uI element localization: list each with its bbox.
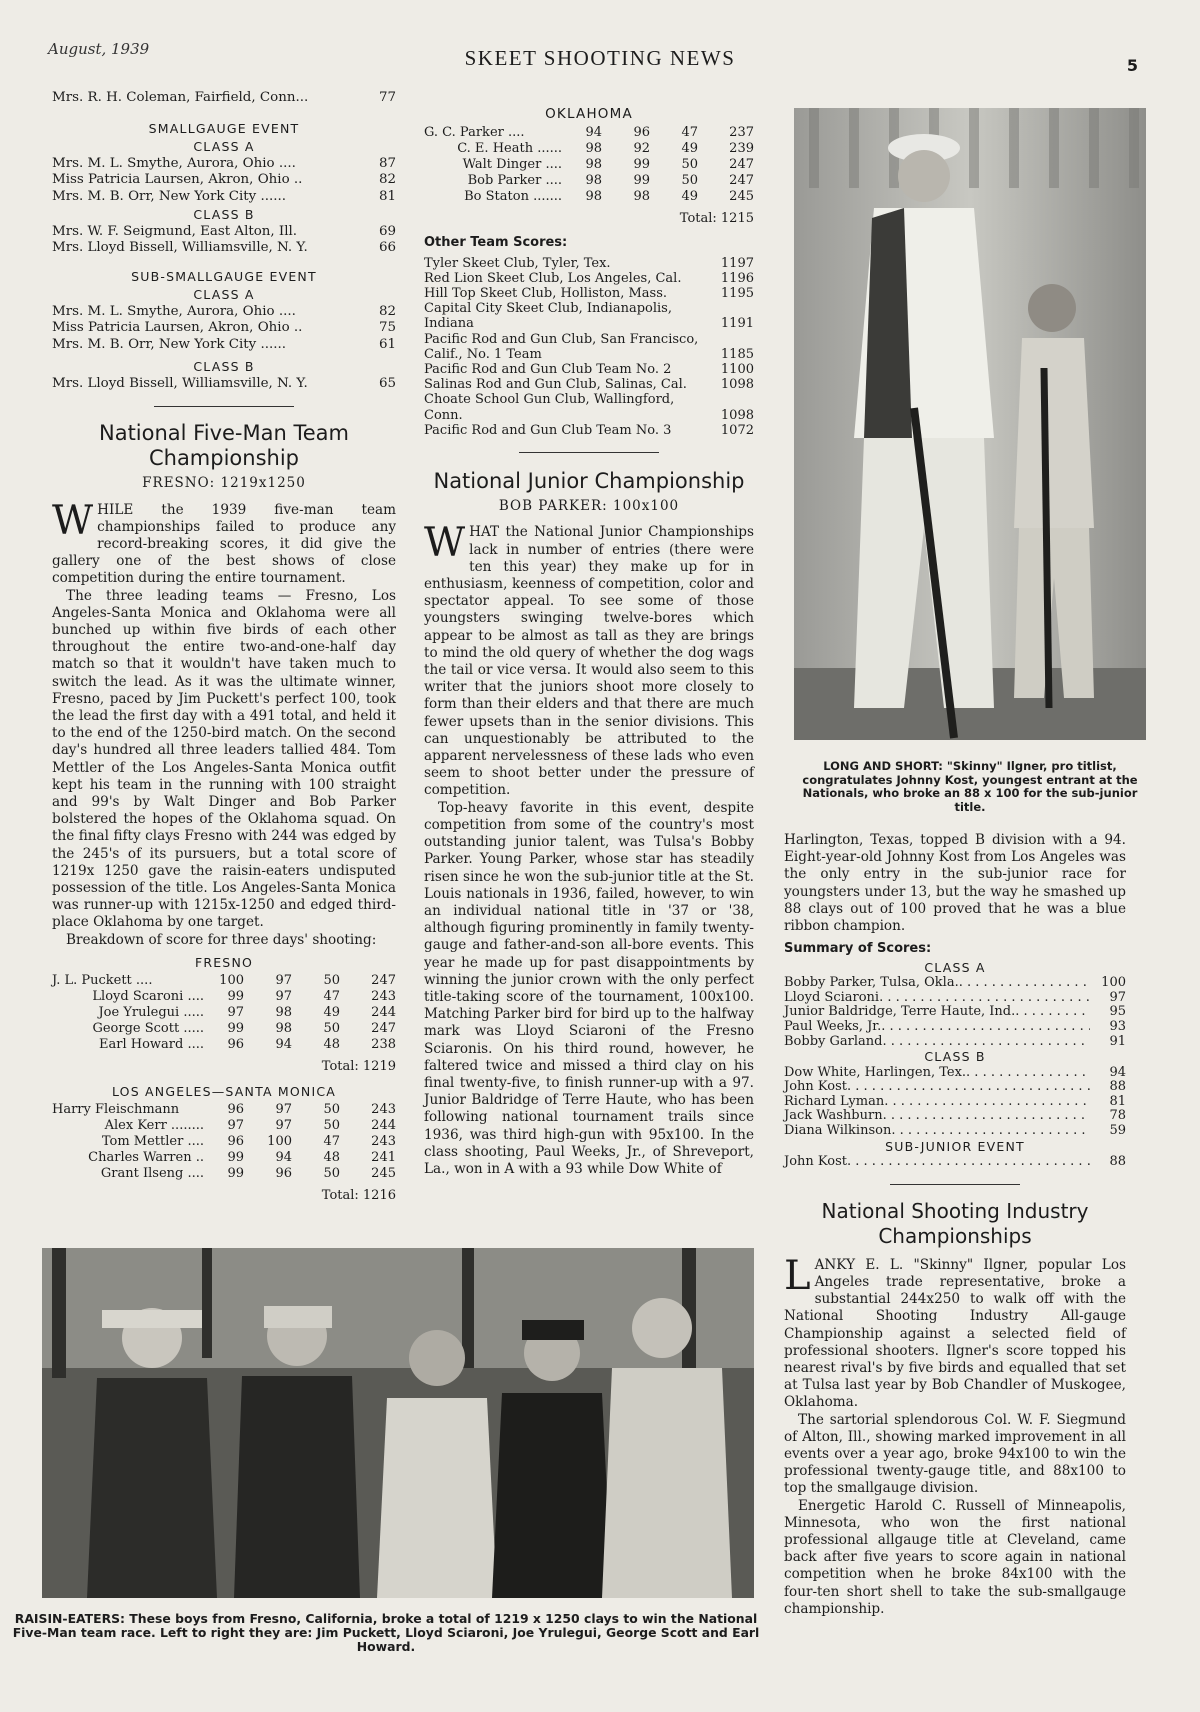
article-paragraph: The three leading teams — Fresno, Los Angeles-Santa Monica and Oklahoma were all bunched up within five birds of each other throughout the entire two-and-one-half day match so that it wouldn't have taken much to switch the lead. As it was the ultimate winner, Fresno, paced by Jim Puckett's perfect 100, took the lead the first day with a 491 total, and held it to the end of the 1250-bird match. On the second day's hundred all three leaders tallied 484. Tom Mettler of the Los Angeles-Santa Monica outfit kept his team in the running with 100 straight and 99's by Walt Dinger and Bob Parker bolstered the hopes of the Oklahoma squad. On the final fifty clays Fresno with 244 was edged by the 245's of its pursuers, but a total score of 1219x 1250 gave the raisin-eaters undisputed possession of the title. Los Angeles-Santa Monica was runner-up with 1215x-1250 and edged third-place Oklahoma by one target. (52, 587, 396, 931)
list-item: Capital City Skeet Club, Indianapolis, Indiana 1191 (424, 301, 754, 332)
score-line: Mrs. R. H. Coleman, Fairfield, Conn... 77 (52, 90, 396, 105)
score-line: Mrs. W. F. Seigmund, East Alton, Ill. 69 (52, 223, 396, 239)
article-paragraph: The sartorial splendorous Col. W. F. Siegmund of Alton, Ill., showing marked improvement in all events over a year ago, broke 94x100 to win the professional twenty-gauge title, and 88x100 to top the smallgauge division. (784, 1411, 1126, 1497)
summary-title: Summary of Scores: (784, 941, 932, 957)
divider (890, 1184, 1020, 1185)
article-paragraph: Top-heavy favorite in this event, despite competition from some of the country's most outstanding junior talent, was Tulsa's Bobby Parker. Young Parker, whose star has steadily risen since he won the sub-junior title at the St. Louis nationals in 1936, failed, however, to win an individual national title in '37 or '38, although figuring prominently in family twenty-gauge and father-and-son all-bore events. This year he made up for past disappointments by winning the junior crown with the only perfect title-taking score of the tournament, 100x100. Matching Parker bird for bird up to the halfway mark was Lloyd Sciaroni of the Fresno Sciaronis. On his third round, however, he faltered twice and missed a third clay on his final twenty-five, to finish runner-up with a 97. Junior Baldridge of Terre Haute, who has been following national tournament trails since 1936, was third high-gun with 95x100. In the class shooting, Paul Weeks, Jr., of Shreveport, La., won in A with a 93 while Dow White of (424, 799, 754, 1177)
list-item: Hill Top Skeet Club, Holliston, Mass. 1195 (424, 285, 754, 301)
list-item: Paul Weeks, Jr. . . . 93 (784, 1020, 1126, 1035)
list-item: John Kost . . . 88 (784, 1155, 1126, 1170)
class-b-list (784, 1066, 1126, 1139)
fiveman-heading: National Five-Man Team Championship (99, 421, 349, 470)
column-3 (784, 832, 1126, 1618)
class-a-label: CLASS A (924, 959, 986, 975)
list-item: Pacific Rod and Gun Club Team No. 2 1100 (424, 361, 754, 377)
junior-heading: National Junior Championship (433, 468, 745, 493)
article-paragraph: WHAT the National Junior Championships lack in number of entries (there were ten this year) they make up for in enthusiasm, keenness of competition, color and spectator appeal. To see some of those youngsters swinging twelve-bores which appear to be almost as tall as they are brings to mind the old query of whether the dog wags the tail or vice versa. It would also seem to this writer that the juniors shoot more closely to form than their elders and that there are much fewer upsets than in the senior divisions. This can unquestionably be attributed to the apparent nervelessness of these lads who even seem to shoot better under the pressure of competition. (424, 520, 754, 799)
industry-heading: National Shooting Industry Championships (821, 1198, 1089, 1248)
column-1 (52, 90, 396, 1213)
list-item: Diana Wilkinson . . . 59 (784, 1124, 1126, 1139)
list-item: Dow White, Harlingen, Tex. . . . 94 (784, 1066, 1126, 1081)
junior-byline: BOB PARKER: 100x100 (498, 497, 680, 514)
list-item: Choate School Gun Club, Wallingford, Conn. 1098 (424, 392, 754, 423)
article-paragraph: Breakdown of score for three days' shooting: (66, 931, 377, 948)
fresno-table: J. L. Puckett .... 100 97 50 247 Lloyd Scaroni .... 99 97 47 243 Joe Yrulegui ..... 97 98 49 244 George Scott ..... 99 98 50 247 Earl Howard .... 96 94 48 238 (52, 973, 396, 1053)
page-number: 5 (1126, 56, 1138, 75)
subjunior-label: SUB-JUNIOR EVENT (885, 1138, 1025, 1154)
subsmallgauge-title: SUB-SMALLGAUGE EVENT (131, 268, 317, 284)
fresno-table-title: FRESNO (194, 954, 254, 970)
list-item: Jack Washburn . . . 78 (784, 1109, 1126, 1124)
class-b-label: CLASS B (924, 1049, 986, 1065)
list-item: Bobby Parker, Tulsa, Okla. . . . 100 (784, 976, 1126, 991)
oklahoma-table: G. C. Parker .... 94 96 47 237 C. E. Heath ...... 98 92 49 239 Walt Dinger .... 98 99 50 247 Bob Parker .... 98 99 50 247 Bo Staton ....... 98 98 49 245 (424, 124, 754, 204)
score-line: Mrs. Lloyd Bissell, Williamsville, N. Y. 65 (52, 375, 396, 391)
subjunior-list (784, 1155, 1126, 1170)
other-scores-list (424, 256, 754, 438)
list-item: Tyler Skeet Club, Tyler, Tex. 1197 (424, 255, 754, 271)
article-paragraph: LANKY E. L. "Skinny" Ilgner, popular Los Angeles trade representative, broke a substantial 244x250 to walk off with the National Shooting Industry All-gauge Championship against a selected field of professional shooters. Ilgner's score topped his nearest rival's by five birds and equalled that set at Tulsa last year by Bob Chandler of Muskogee, Oklahoma. (784, 1252, 1126, 1411)
class-a-label: CLASS A (193, 139, 255, 154)
list-item: Richard Lyman . . . 81 (784, 1095, 1126, 1110)
class-b-label: CLASS B (193, 207, 255, 222)
class-a-list (784, 976, 1126, 1049)
score-line: Mrs. Lloyd Bissell, Williamsville, N. Y. 66 (52, 240, 396, 255)
smallgauge-title: SMALLGAUGE EVENT (148, 120, 300, 136)
score-line: Mrs. M. B. Orr, New York City ...... 81 (52, 188, 396, 204)
list-item: Bobby Garland . . . 91 (784, 1035, 1126, 1050)
divider (154, 406, 294, 407)
list-item: Red Lion Skeet Club, Los Angeles, Cal. 1196 (424, 270, 754, 286)
fiveman-byline: FRESNO: 1219x1250 (142, 475, 306, 491)
photo-ilgner-kost (794, 108, 1146, 740)
score-line: Miss Patricia Laursen, Akron, Ohio .. 82 (52, 172, 396, 187)
class-a-label: CLASS A (193, 287, 255, 302)
issue-date: August, 1939 (48, 40, 150, 58)
lasm-table-title: LOS ANGELES—SANTA MONICA (111, 1083, 337, 1099)
photo-fresno-team (42, 1248, 754, 1598)
score-line: Mrs. M. L. Smythe, Aurora, Ohio .... 82 (52, 303, 396, 319)
score-line: Mrs. M. L. Smythe, Aurora, Ohio .... 87 (52, 155, 396, 171)
lasm-total: Total: 1216 (321, 1188, 396, 1204)
list-item: Pacific Rod and Gun Club, San Francisco, Calif., No. 1 Team 1185 (424, 331, 754, 362)
other-scores-title: Other Team Scores: (424, 235, 568, 250)
lasm-table: Harry Fleischmann 96 97 50 243 Alex Kerr ........ 97 97 50 244 Tom Mettler .... 96 100 47 243 Charles Warren .. 99 94 48 241 Grant Ilseng .... 99 96 50 245 (52, 1102, 396, 1182)
list-item: Junior Baldridge, Terre Haute, Ind. . . . 95 (784, 1005, 1126, 1020)
score-line: Mrs. M. B. Orr, New York City ...... 61 (52, 336, 396, 352)
score-line: Miss Patricia Laursen, Akron, Ohio .. 75 (52, 320, 396, 335)
photo-caption-right: LONG AND SHORT: "Skinny" Ilgner, pro titlist, congratulates Johnny Kost, youngest entrant at the Nationals, who broke an 88 x 100 for the sub-junior title. (802, 759, 1138, 814)
list-item: Lloyd Sciaroni . . . 97 (784, 991, 1126, 1006)
article-paragraph: Harlington, Texas, topped B division with a 94. Eight-year-old Johnny Kost from Los Angeles was the only entry in the sub-junior race for youngsters under 13, but the way he smashed up 88 clays out of 100 proved that he was a blue ribbon champion. (784, 832, 1126, 935)
list-item: Pacific Rod and Gun Club Team No. 3 1072 (424, 422, 754, 438)
list-item: John Kost . . . 88 (784, 1080, 1126, 1095)
photo-illustration (794, 108, 1146, 740)
list-item: Salinas Rod and Gun Club, Salinas, Cal. 1098 (424, 377, 754, 393)
divider (519, 452, 659, 453)
oklahoma-table-title: OKLAHOMA (545, 106, 633, 122)
article-paragraph: WHILE the 1939 five-man team championships failed to produce any record-breaking scores, it did give the gallery one of the best shows of close competition during the entire tournament. (52, 497, 396, 587)
publication-title: SKEET SHOOTING NEWS (464, 46, 736, 70)
oklahoma-total: Total: 1215 (679, 210, 754, 226)
photo-illustration (42, 1248, 754, 1598)
article-paragraph: Energetic Harold C. Russell of Minneapolis, Minnesota, who won the first national professional allgauge title at Cleveland, came back after five years to score again in national competition when he broke 84x100 with the four-ten short shell to take the sub-smallgauge championship. (784, 1497, 1126, 1617)
photo-caption-bottom: RAISIN-EATERS: These boys from Fresno, California, broke a total of 1219 x 1250 clays to win the National Five-Man team race. Left to right they are: Jim Puckett, Lloyd Sciaroni, Joe Yrulegui, George Scott and Earl Howard. (12, 1611, 760, 1654)
class-b-label: CLASS B (193, 359, 255, 374)
fresno-total: Total: 1219 (321, 1059, 396, 1075)
column-2 (424, 100, 754, 1178)
